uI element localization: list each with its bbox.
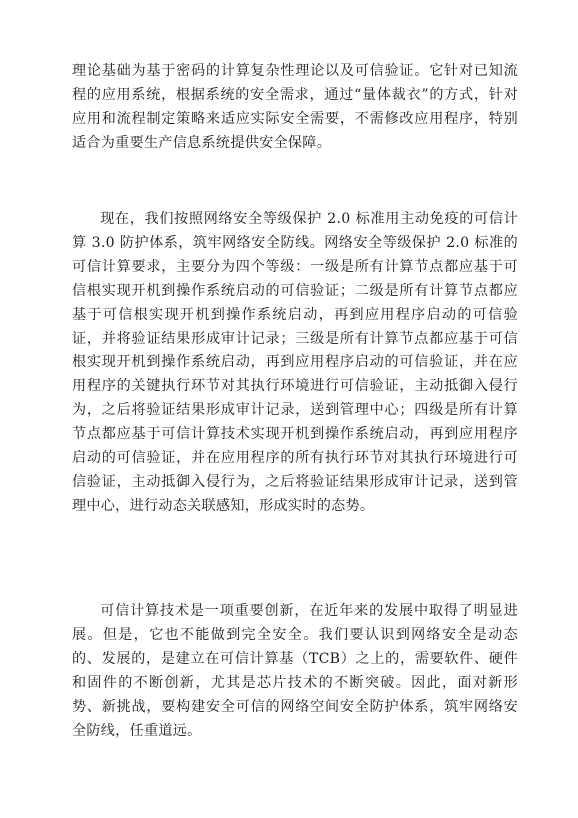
paragraph-1: 理论基础为基于密码的计算复杂性理论以及可信验证。它针对已知流程的应用系统，根据系统的安全需求，通过“量体裁衣”的方式，针对应用和流程制定策略来适应实际安全需要，不需修改应用程序，特别适合为重要生产信息系统提供安全保障。 xyxy=(72,63,518,151)
paragraph-3: 可信计算技术是一项重要创新，在近年来的发展中取得了明显进展。但是，它也不能做到完全安全。我们要认识到网络安全是动态的、发展的，是建立在可信计算基（TCB）之上的，需要软件、硬件和固件的不断创新，尤其是芯片技术的不断突破。因此，面对新形势、新挑战，要构建安全可信的网络空间安全防护体系，筑牢网络安全防线，任重道远。 xyxy=(72,603,518,739)
paragraph-2: 现在，我们按照网络安全等级保护 2.0 标准用主动免疫的可信计算 3.0 防护体系，筑牢网络安全防线。网络安全等级保护 2.0 标准的可信计算要求，主要分为四个等级：一级是所有计算节点都应基于可信根实现开机到操作系统启动的可信验证；二级是所有计算节点都应基于可信根实现开机到操作系统启动，再到应用程序启动的可信验证，并将验证结果形成审计记录；三级是所有计算节点都应基于可信根实现开机到操作系统启动，再到应用程序启动的可信验证，并在应用程序的关键执行环节对其执行环境进行可信验证，主动抵御入侵行为，之后将验证结果形成审计记录，送到管理中心；四级是所有计算节点都应基于可信计算技术实现开机到操作系统启动，再到应用程序启动的可信验证，并在应用程序的所有执行环节对其执行环境进行可信验证，主动抵御入侵行为，之后将验证结果形成审计记录，送到管理中心，进行动态关联感知，形成实时的态势。 xyxy=(72,211,518,514)
